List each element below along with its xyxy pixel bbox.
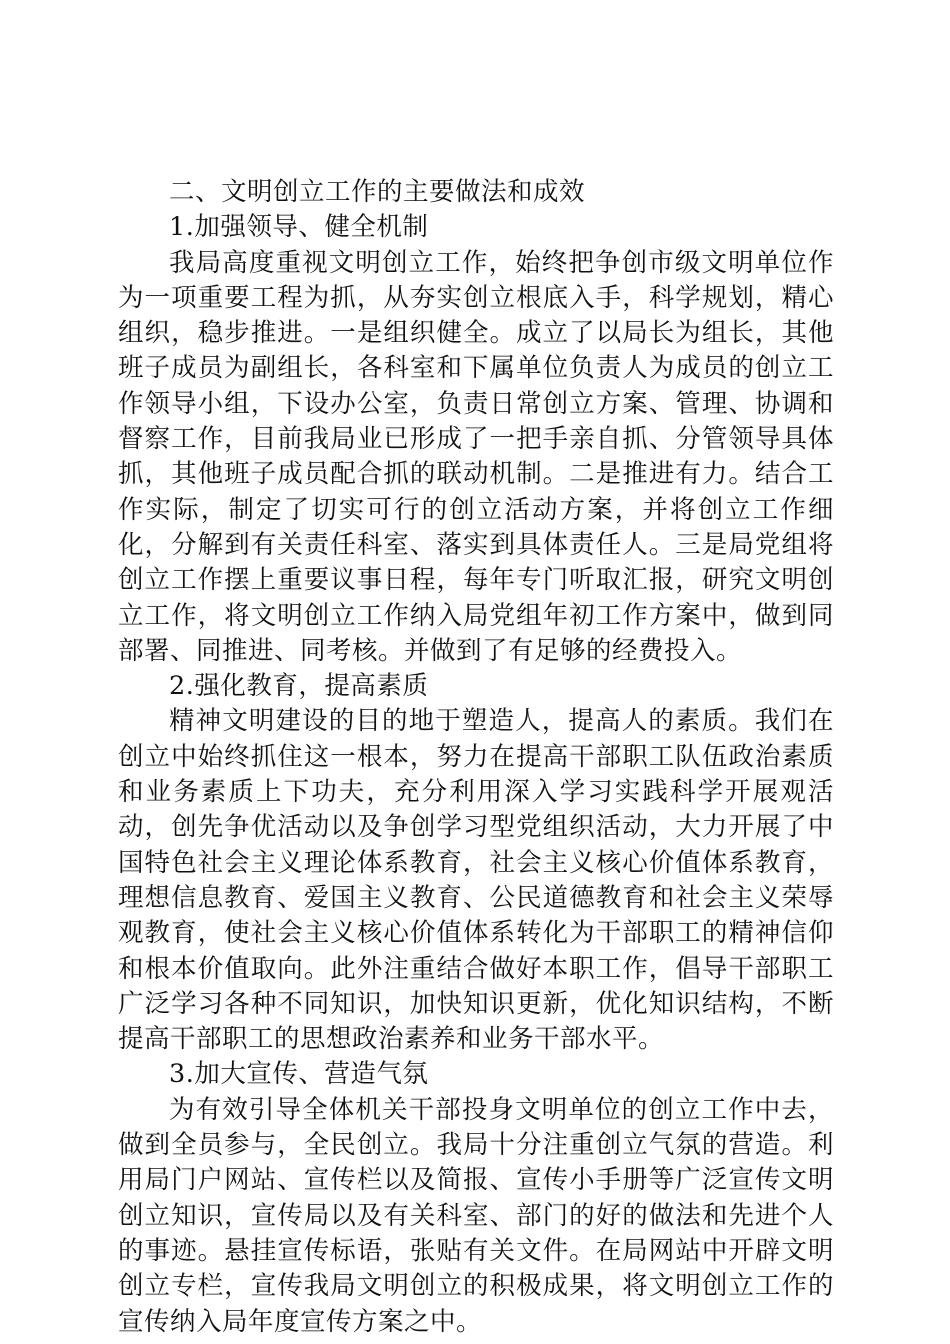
document-body bbox=[118, 175, 834, 1340]
subsection-paragraph: 为有效引导全体机关干部投身文明单位的创立工作中去，做到全员参与，全民创立。我局十分注重创立气氛的营造。利用局门户网站、宣传栏以及简报、宣传小手册等广泛宣传文明创立知识，宣传局以及有关科室、部门的好的做法和先进个人的事迹。悬挂宣传标语，张贴有关文件。在局网站中开辟文明创立专栏，宣传我局文明创立的积极成果，将文明创立工作的宣传纳入局年度宣传方案之中。 bbox=[118, 1094, 834, 1337]
subsection-paragraph: 我局高度重视文明创立工作，始终把争创市级文明单位作为一项重要工程为抓，从夯实创立根底入手，科学规划，精心组织，稳步推进。一是组织健全。成立了以局长为组长，其他班子成员为副组长，各科室和下属单位负责人为成员的创立工作领导小组，下设办公室，负责日常创立方案、管理、协调和督察工作，目前我局业已形成了一把手亲自抓、分管领导具体抓，其他班子成员配合抓的联动机制。二是推进有力。结合工作实际，制定了切实可行的创立活动方案，并将创立工作细化，分解到有关责任科室、落实到具体责任人。三是局党组将创立工作摆上重要议事日程，每年专门听取汇报，研究文明创立工作，将文明创立工作纳入局党组年初工作方案中，做到同部署、同推进、同考核。并做到了有足够的经费投入。 bbox=[118, 247, 834, 666]
subsection-heading: 1.加强领导、健全机制 bbox=[169, 212, 429, 243]
section-title: 二、文明创立工作的主要做法和成效 bbox=[169, 177, 586, 207]
subsection-heading: 2.强化教育，提高素质 bbox=[169, 671, 429, 702]
subsection-paragraph: 精神文明建设的目的地于塑造人，提高人的素质。我们在创立中始终抓住这一根本，努力在提高干部职工队伍政治素质和业务素质上下功夫，充分利用深入学习实践科学开展观活动，创先争优活动以及争创学习型党组织活动，大力开展了中国特色社会主义理论体系教育，社会主义核心价值体系教育，理想信息教育、爱国主义教育、公民道德教育和社会主义荣辱观教育，使社会主义核心价值体系转化为干部职工的精神信仰和根本价值取向。此外注重结合做好本职工作，倡导干部职工广泛学习各种不同知识，加快知识更新，优化知识结构，不断提高干部职工的思想政治素养和业务干部水平。 bbox=[118, 706, 834, 1055]
subsection-heading: 3.加大宣传、营造气氛 bbox=[169, 1059, 429, 1090]
